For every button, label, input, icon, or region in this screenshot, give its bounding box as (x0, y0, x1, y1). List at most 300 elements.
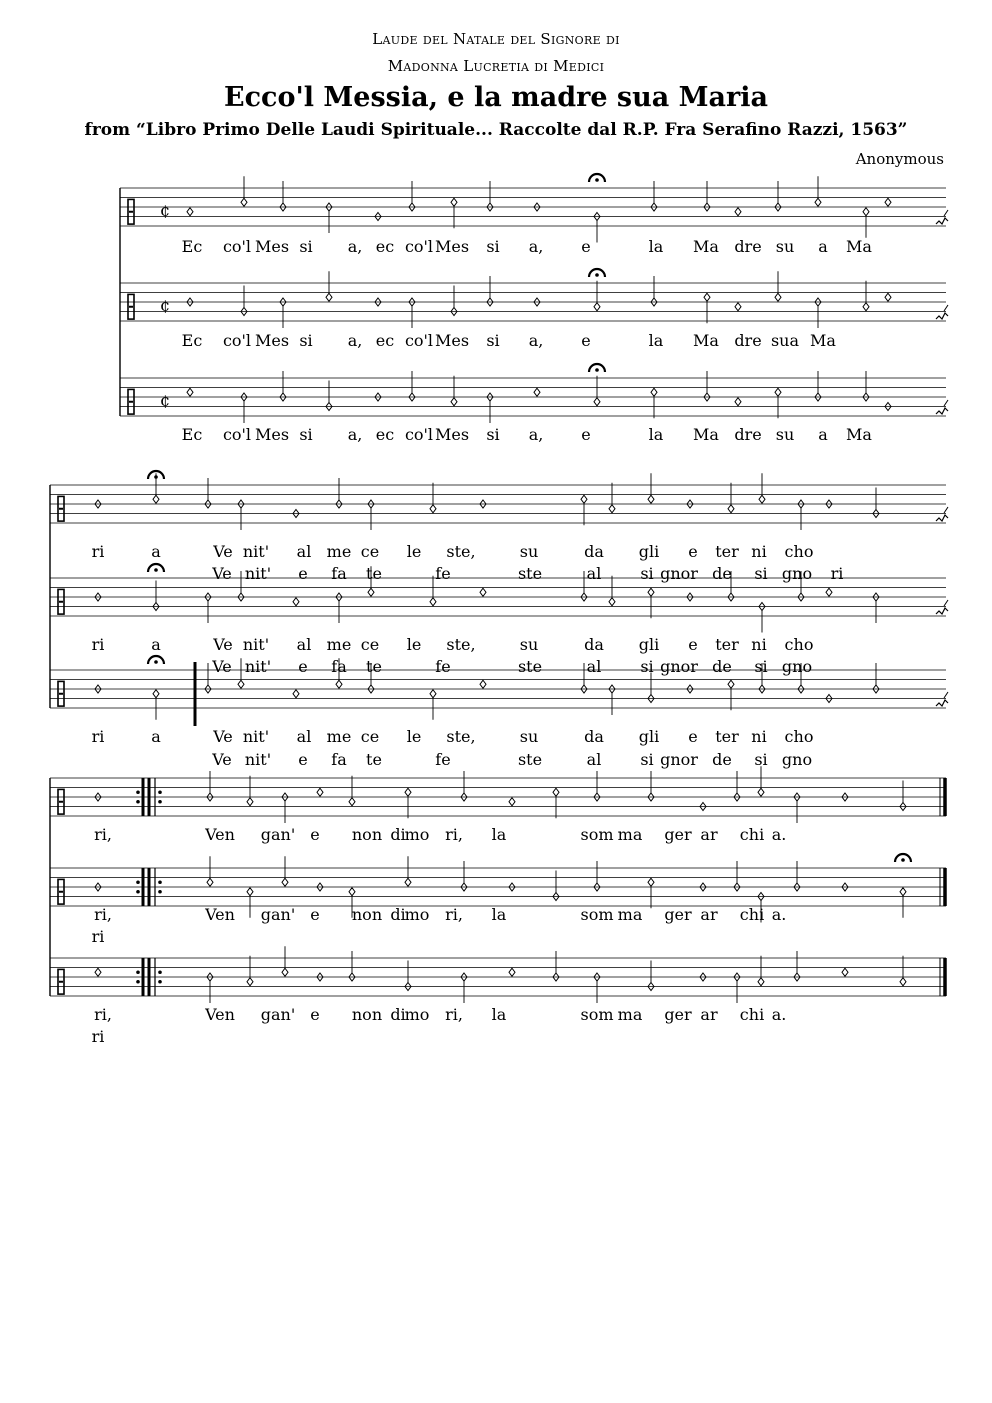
repeat-dot (158, 970, 162, 974)
lyric-syllable: Ec (181, 237, 203, 256)
lyric-syllable: di (390, 905, 406, 924)
fermata-dot (595, 368, 599, 372)
lyric-syllable: Ec (181, 331, 203, 350)
note-head (153, 690, 159, 698)
lyric-syllable: Mes (254, 331, 290, 350)
custos (936, 515, 948, 521)
note-head (648, 495, 654, 503)
lyric-syllable: e (581, 425, 591, 444)
lyric-syllable: e (310, 825, 320, 844)
lyric-syllable: a. (771, 905, 787, 924)
staff-system-1 (120, 174, 948, 444)
lyric-syllable: a (818, 237, 828, 256)
lyric-syllable: si (299, 331, 313, 350)
lyric-syllable: ec (375, 237, 395, 256)
lyric-syllable: e (310, 1005, 320, 1024)
repeat-dot (158, 800, 162, 804)
lyric-syllable: ma (617, 825, 643, 844)
note-head (480, 680, 486, 688)
repeat-dot (136, 890, 140, 894)
lyric-syllable-verse2: fa (331, 564, 347, 583)
lyric-syllable: som (580, 825, 614, 844)
lyric-syllable: da (584, 542, 604, 561)
lyric-syllable: gli (638, 542, 660, 561)
lyric-syllable: co'l (404, 331, 434, 350)
lyric-syllable: chi (739, 825, 765, 844)
lyric-syllable: la (491, 1005, 507, 1024)
lyric-syllable-verse2: gnor (660, 750, 698, 769)
lyric-syllable-verse2: de (712, 750, 732, 769)
custos (936, 700, 948, 706)
lyric-syllable: nit' (242, 542, 270, 561)
note-head (293, 598, 299, 606)
piece-subtitle: from “Libro Primo Delle Laudi Spirituale... Raccolte dal R.P. Fra Serafino Razzi, 1563” (84, 120, 908, 140)
lyric-syllable-verse2: gnor (660, 657, 698, 676)
lyric-syllable: ri, (445, 825, 463, 844)
lyric-syllable-verse2: si (640, 750, 654, 769)
lyric-syllable: ter (715, 542, 739, 561)
lyric-syllable: a (151, 727, 161, 746)
note-head (648, 588, 654, 596)
lyric-syllable: Ma (693, 331, 719, 350)
lyric-syllable: cho (784, 542, 814, 561)
note-head (282, 968, 288, 976)
note-head (405, 878, 411, 886)
lyric-syllable: ri (91, 542, 105, 561)
lyric-syllable-verse2: ri (91, 1027, 105, 1046)
lyric-syllable: gli (638, 635, 660, 654)
lyric-syllable: Mes (254, 237, 290, 256)
lyric-syllable-verse2: Ve (212, 750, 232, 769)
note-head (509, 798, 515, 806)
staff-system-2 (50, 471, 948, 769)
lyric-syllable: si (299, 237, 313, 256)
lyric-syllable-verse2: al (586, 564, 602, 583)
lyric-syllable-verse2: fe (435, 657, 451, 676)
note-head (326, 293, 332, 301)
repeat-dot (136, 790, 140, 794)
lyric-syllable-verse2: te (366, 750, 382, 769)
note-head (728, 680, 734, 688)
lyric-syllable: ger (664, 1005, 692, 1024)
lyric-syllable: dre (734, 425, 762, 444)
lyric-syllable-verse2: fa (331, 657, 347, 676)
custos-tail (944, 305, 948, 311)
note-head (863, 208, 869, 216)
dedication-line-2: Madonna Lucretia di Medici (387, 57, 605, 75)
note-head (735, 303, 741, 311)
lyric-syllable: al (296, 542, 312, 561)
lyric-syllable-verse2: gno (781, 564, 813, 583)
staff-voice-1 (120, 174, 948, 256)
note-head (430, 690, 436, 698)
lyric-syllable: ce (360, 727, 380, 746)
custos (936, 313, 948, 319)
note-head (368, 588, 374, 596)
lyric-syllable: Ec (181, 425, 203, 444)
lyric-syllable-verse2: ste (517, 750, 543, 769)
lyric-syllable: le (406, 635, 422, 654)
lyric-syllable-verse2: fe (435, 750, 451, 769)
note-head (728, 505, 734, 513)
lyric-syllable: a, (528, 331, 544, 350)
lyric-syllable-verse2: si (640, 564, 654, 583)
lyric-syllable: ste, (446, 727, 476, 746)
lyric-syllable-verse2: ri (91, 927, 105, 946)
lyric-syllable: si (486, 237, 500, 256)
note-head (153, 495, 159, 503)
note-head (581, 495, 587, 503)
lyric-syllable-verse2: gno (781, 657, 813, 676)
custos-tail (944, 400, 948, 406)
lyric-syllable: a, (347, 425, 363, 444)
note-head (759, 495, 765, 503)
dedication-line-1: Laude del Natale del Signore di (372, 30, 620, 48)
note-head (594, 303, 600, 311)
lyric-syllable: som (580, 905, 614, 924)
note-head (735, 208, 741, 216)
note-head (247, 888, 253, 896)
note-head (735, 398, 741, 406)
lyric-syllable: la (648, 331, 664, 350)
staff-voice-2 (50, 564, 948, 676)
lyric-syllable-verse2: gno (781, 750, 813, 769)
lyric-syllable: chi (739, 905, 765, 924)
lyric-syllable-verse2: Ve (212, 564, 232, 583)
lyric-syllable: Ma (846, 237, 872, 256)
lyric-syllable: su (519, 542, 539, 561)
lyric-syllable: Ve (213, 727, 233, 746)
lyric-syllable: ec (375, 331, 395, 350)
lyric-syllable: da (584, 635, 604, 654)
custos (936, 218, 948, 224)
fermata-dot (154, 568, 158, 572)
custos-tail (944, 210, 948, 216)
repeat-dot (136, 980, 140, 984)
note-head (282, 878, 288, 886)
repeat-dot (158, 890, 162, 894)
note-head (187, 388, 193, 396)
custos (936, 608, 948, 614)
lyric-syllable: ce (360, 635, 380, 654)
lyric-syllable: a. (771, 825, 787, 844)
lyric-syllable: mo (404, 825, 430, 844)
fermata-dot (901, 858, 905, 862)
lyric-syllable: ni (751, 727, 767, 746)
lyric-syllable: al (296, 727, 312, 746)
lyric-syllable: si (486, 425, 500, 444)
time-signature: ¢ (160, 200, 171, 220)
lyric-syllable: cho (784, 635, 814, 654)
lyric-syllable: Ve (213, 542, 233, 561)
lyric-syllable: e (688, 635, 698, 654)
lyric-syllable: al (296, 635, 312, 654)
lyric-syllable: su (775, 425, 795, 444)
lyric-syllable: e (688, 727, 698, 746)
custos-tail (944, 600, 948, 606)
note-head (775, 388, 781, 396)
lyric-syllable: Mes (434, 331, 470, 350)
lyric-syllable: ter (715, 727, 739, 746)
lyric-syllable: co'l (222, 331, 252, 350)
lyric-syllable: la (491, 825, 507, 844)
lyric-syllable: ri (91, 727, 105, 746)
note-head (207, 878, 213, 886)
note-head (863, 303, 869, 311)
fermata-dot (595, 273, 599, 277)
repeat-dot (136, 800, 140, 804)
lyric-syllable: Ma (693, 425, 719, 444)
lyric-syllable-verse2: si (754, 657, 768, 676)
lyric-syllable: ar (700, 905, 718, 924)
lyric-syllable: ma (617, 1005, 643, 1024)
staff-voice-1 (50, 471, 948, 583)
fermata-dot (154, 475, 158, 479)
note-head (609, 598, 615, 606)
lyric-syllable-verse2: si (754, 750, 768, 769)
lyric-syllable: nit' (242, 727, 270, 746)
piece-title: Ecco'l Messia, e la madre sua Maria (224, 82, 768, 113)
note-head (900, 978, 906, 986)
note-head (247, 978, 253, 986)
lyric-syllable: cho (784, 727, 814, 746)
lyric-syllable: Ven (205, 905, 235, 924)
lyric-syllable-verse2: e (298, 750, 308, 769)
repeat-dot (136, 970, 140, 974)
note-head (534, 388, 540, 396)
note-head (430, 505, 436, 513)
note-head (336, 680, 342, 688)
lyric-syllable-verse2: al (586, 657, 602, 676)
lyric-syllable: su (519, 727, 539, 746)
lyric-syllable: ce (360, 542, 380, 561)
lyric-syllable-verse2: Ve (212, 657, 232, 676)
lyric-syllable: Ven (205, 1005, 235, 1024)
empty-page-margin (0, 1070, 992, 1403)
lyric-syllable: a, (347, 237, 363, 256)
note-head (451, 198, 457, 206)
lyric-syllable: a (151, 635, 161, 654)
lyric-syllable: non (351, 1005, 383, 1024)
lyric-syllable: ec (375, 425, 395, 444)
note-head (480, 588, 486, 596)
lyric-syllable: gan' (260, 825, 296, 844)
lyric-syllable-verse2: te (366, 564, 382, 583)
note-head (651, 388, 657, 396)
custos (936, 408, 948, 414)
lyric-syllable: e (581, 331, 591, 350)
lyric-syllable: ar (700, 825, 718, 844)
lyric-syllable: le (406, 542, 422, 561)
lyric-syllable: co'l (222, 237, 252, 256)
lyric-syllable: ri, (445, 1005, 463, 1024)
note-head (349, 798, 355, 806)
lyric-syllable: a. (771, 1005, 787, 1024)
lyric-syllable: Ma (810, 331, 836, 350)
lyric-syllable: a (151, 542, 161, 561)
lyric-syllable-verse2: nit' (244, 564, 272, 583)
note-head (842, 968, 848, 976)
note-head (885, 293, 891, 301)
lyric-syllable: non (351, 825, 383, 844)
note-head (95, 968, 101, 976)
lyric-syllable: dre (734, 237, 762, 256)
note-head (293, 690, 299, 698)
lyric-syllable-verse2: e (298, 657, 308, 676)
lyric-syllable: a, (347, 331, 363, 350)
note-head (317, 788, 323, 796)
lyric-syllable: ni (751, 635, 767, 654)
lyric-syllable: ger (664, 905, 692, 924)
lyric-syllable: ri, (94, 825, 112, 844)
lyric-syllable-verse2: ste (517, 564, 543, 583)
note-head (238, 680, 244, 688)
fermata-dot (595, 178, 599, 182)
lyric-syllable: Ve (213, 635, 233, 654)
note-head (430, 598, 436, 606)
lyric-syllable: la (648, 237, 664, 256)
lyric-syllable: le (406, 727, 422, 746)
lyric-syllable: Ma (693, 237, 719, 256)
lyric-syllable: me (326, 542, 352, 561)
lyric-syllable: chi (739, 1005, 765, 1024)
note-head (758, 788, 764, 796)
lyric-syllable: ri, (94, 905, 112, 924)
note-head (349, 888, 355, 896)
custos-tail (944, 692, 948, 698)
staff-voice-2 (120, 269, 948, 350)
lyric-syllable: me (326, 635, 352, 654)
lyric-syllable-verse2: al (586, 750, 602, 769)
lyric-syllable-verse2: fa (331, 750, 347, 769)
staff-voice-3 (50, 946, 946, 1046)
lyric-syllable: si (299, 425, 313, 444)
lyric-syllable: som (580, 1005, 614, 1024)
composer-credit: Anonymous (855, 150, 944, 168)
note-head (187, 208, 193, 216)
note-head (594, 398, 600, 406)
lyric-syllable: gli (638, 727, 660, 746)
lyric-syllable: gan' (260, 1005, 296, 1024)
lyric-syllable-verse2: ri (830, 564, 844, 583)
lyric-syllable: nit' (242, 635, 270, 654)
note-head (815, 198, 821, 206)
lyric-syllable: ter (715, 635, 739, 654)
lyric-syllable: di (390, 1005, 406, 1024)
lyric-syllable: ri, (445, 905, 463, 924)
note-head (648, 878, 654, 886)
note-head (451, 398, 457, 406)
repeat-dot (158, 790, 162, 794)
note-head (509, 968, 515, 976)
note-head (775, 293, 781, 301)
repeat-dot (136, 880, 140, 884)
lyric-syllable-verse2: gnor (660, 564, 698, 583)
lyric-syllable: ni (751, 542, 767, 561)
lyric-syllable-verse2: fe (435, 564, 451, 583)
lyric-syllable: ger (664, 825, 692, 844)
lyric-syllable-verse2: nit' (244, 750, 272, 769)
lyric-syllable: Ven (205, 825, 235, 844)
staff-voice-1 (50, 766, 946, 844)
note-head (609, 505, 615, 513)
lyric-syllable: ri, (94, 1005, 112, 1024)
note-head (241, 198, 247, 206)
lyric-syllable: la (648, 425, 664, 444)
lyric-syllable: gan' (260, 905, 296, 924)
lyric-syllable: e (581, 237, 591, 256)
lyric-syllable: non (351, 905, 383, 924)
lyric-syllable: a, (528, 237, 544, 256)
lyric-syllable: su (775, 237, 795, 256)
lyric-syllable: mo (404, 1005, 430, 1024)
lyric-syllable: Ma (846, 425, 872, 444)
lyric-syllable: a, (528, 425, 544, 444)
lyric-syllable: co'l (222, 425, 252, 444)
lyric-syllable-verse2: e (298, 564, 308, 583)
lyric-syllable: da (584, 727, 604, 746)
lyric-syllable: co'l (404, 237, 434, 256)
lyric-syllable: Mes (254, 425, 290, 444)
lyric-syllable: e (688, 542, 698, 561)
repeat-dot (158, 980, 162, 984)
lyric-syllable-verse2: nit' (244, 657, 272, 676)
lyric-syllable: co'l (404, 425, 434, 444)
lyric-syllable: ar (700, 1005, 718, 1024)
fermata-dot (154, 660, 158, 664)
lyric-syllable-verse2: ste (517, 657, 543, 676)
custos-tail (944, 507, 948, 513)
note-head (704, 293, 710, 301)
note-head (553, 788, 559, 796)
staff-system-3 (50, 766, 946, 1046)
lyric-syllable: la (491, 905, 507, 924)
lyric-syllable-verse2: si (754, 564, 768, 583)
staff-voice-3 (50, 656, 948, 769)
lyric-syllable: a (818, 425, 828, 444)
lyric-syllable-verse2: de (712, 564, 732, 583)
lyric-syllable: dre (734, 331, 762, 350)
staff-voice-3 (120, 364, 948, 444)
lyric-syllable-verse2: si (640, 657, 654, 676)
note-head (900, 888, 906, 896)
note-head (405, 788, 411, 796)
lyric-syllable: su (519, 635, 539, 654)
time-signature: ¢ (160, 295, 171, 315)
note-head (247, 798, 253, 806)
lyric-syllable: ste, (446, 542, 476, 561)
lyric-syllable: me (326, 727, 352, 746)
note-head (826, 588, 832, 596)
lyric-syllable: mo (404, 905, 430, 924)
lyric-syllable-verse2: de (712, 657, 732, 676)
lyric-syllable: di (390, 825, 406, 844)
lyric-syllable: Mes (434, 237, 470, 256)
repeat-dot (158, 880, 162, 884)
note-head (758, 978, 764, 986)
lyric-syllable: ri (91, 635, 105, 654)
lyric-syllable: ste, (446, 635, 476, 654)
lyric-syllable: ma (617, 905, 643, 924)
lyric-syllable: e (310, 905, 320, 924)
lyric-syllable-verse2: te (366, 657, 382, 676)
lyric-syllable: Mes (434, 425, 470, 444)
note-head (885, 198, 891, 206)
time-signature: ¢ (160, 390, 171, 410)
staff-voice-2 (50, 854, 946, 946)
lyric-syllable: sua (770, 331, 800, 350)
lyric-syllable: si (486, 331, 500, 350)
